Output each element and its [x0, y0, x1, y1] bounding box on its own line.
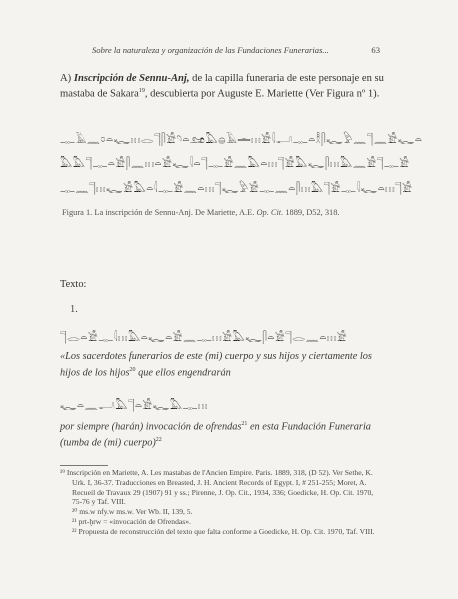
footnote-19-cont: Urk. I, 36-37. Traducciones en Breasted, J. H. Ancient Records of Egypt. I, # 251-255; Moret, A. Recueil de Travaux 29 (1907) 91 y ss.; Pirenne, J. Op. Cit., 1934, 336; Goedicke, H. Op. Cit. 1970, 75-76 y Taf. VIII.: [72, 477, 374, 507]
figure-caption-tail: 1889, D52, 318.: [283, 208, 340, 217]
page-number: 63: [371, 45, 380, 55]
running-head: [92, 45, 380, 55]
footnotes: [60, 468, 385, 537]
figure-caption-ref: Op. Cit.: [256, 208, 284, 217]
item-number: 1.: [70, 304, 78, 315]
footnote-21: ²¹ prt-ḫrw = «invocación de Ofrendas».: [72, 516, 191, 526]
footnote-ref-22: 22: [155, 436, 162, 443]
footnote-22: ²² Propuesta de reconstrucción del texto que falta conforme a Goedicke, H. Op. Cit. 1970, Taf. VIII.: [72, 526, 375, 536]
passage-1-tail: que ellos engendrarán: [135, 366, 231, 378]
passage-2-tail: en esta Fundación Funeraria (tumba de (mi) cuerpo): [60, 421, 371, 449]
footnote-divider: [60, 465, 108, 466]
footnote-20: ²⁰ ms.w nfy.w ms.w. Ver Wb. II, 139, 5.: [72, 507, 193, 517]
section-a-text-1: de la capilla funeraria de este personaje en su mastaba de Sakara: [60, 73, 384, 100]
passage-1-hieroglyphs: 𓊹𓂋𓏏𓀀𓊃𓇋𓏥𓅓𓏏𓆑𓏏𓀀𓈖𓊃𓏥𓀀𓅓𓆑𓋴𓏏𓀀𓊹𓂋𓈖𓏏𓏥𓀀: [60, 331, 348, 344]
passage-2-translation: [60, 418, 386, 450]
passage-1-translation: [60, 351, 386, 379]
footnote-ref-21: 21: [241, 421, 248, 427]
section-a-paragraph: [60, 72, 385, 101]
figure-caption-text: Figura 1. La inscripción de Sennu-Anj. De Mariette, A.E.: [62, 208, 257, 217]
footnote-ref-19: 19: [138, 88, 145, 94]
passage-1-text: «Los sacerdotes funerarios de este (mi) cuerpo y sus hijos y ciertamente los hijos de los hijos: [60, 351, 372, 378]
running-head-title: Sobre la naturaleza y organización de las Fundaciones Funerarias...: [92, 45, 329, 55]
figure-hieroglyph-row-2: 𓅓𓅓𓊹𓊃𓏏𓀀𓋴𓈖𓏥𓏏𓀀𓆑𓇋𓏏𓊹𓊃𓀀𓈖𓅓𓏏𓏥𓊹𓀀𓅓𓆑𓋴𓏥𓅓𓈖𓀀𓊹𓊃𓀀: [60, 157, 410, 170]
section-a-label: A): [60, 73, 72, 84]
footnote-ref-20: 20: [129, 366, 136, 373]
section-a-heading: Inscripción de Sennu-Anj,: [73, 73, 190, 84]
passage-2-text: por siempre (harán) invocación de ofrendas: [60, 421, 242, 433]
passage-2-hieroglyphs: 𓆑𓏏𓈖𓂝𓅓𓊹𓏏𓀀𓆑𓅓𓊃𓏥: [60, 399, 209, 412]
texto-label: Texto:: [60, 279, 87, 290]
figure-hieroglyph-row-3: 𓊃𓈖𓊹𓏥𓆑𓀀𓅓𓏏𓇋𓊃𓀀𓈖𓏏𓏥𓊹𓆑𓅱𓀀𓊃𓈖𓏏𓋴𓏥𓅓𓊹𓀀𓊃𓇋𓆑𓏏𓏥𓊹𓀀: [60, 182, 413, 195]
footnote-19: ¹⁹ Inscripción en Mariette, A. Les mastabas de l'Ancien Empire. Paris. 1889, 318, (D 52). Ver Sethe, K.: [60, 468, 373, 477]
figure-caption: [62, 208, 382, 217]
section-a-text-2: , descubierta por Auguste E. Mariette (Ver Figura nº 1).: [144, 88, 380, 100]
figure-hieroglyph-row-1: 𓊃𓄿𓈖𓏌𓏏𓆑𓏥𓂋𓊹𓋴𓀀𓄹𓏏𓃭𓅓𓐍𓄿𓏛𓏥𓀀𓇋𓂝𓊃𓏏𓎛𓋴𓆑𓅱𓈖𓊹𓈖𓀀𓆑𓏏: [60, 133, 423, 146]
